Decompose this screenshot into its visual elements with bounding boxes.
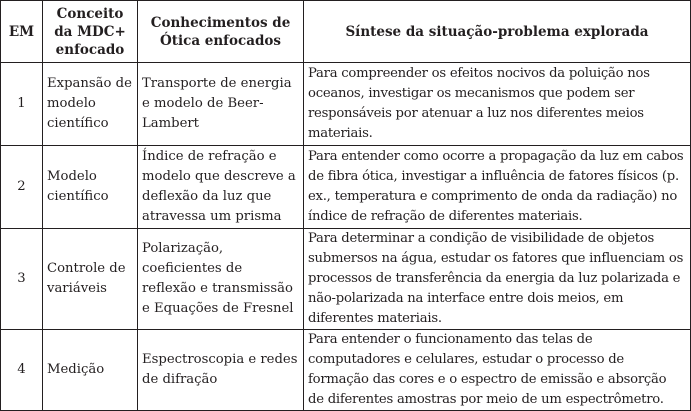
cell-sintese: Para determinar a condição de visibilidade de objetos submersos na água, estudar os fatores que influenciam os processos de transferência da energia da luz polarizada e não-polarizada na interface entre dois meios, em diferentes materiais. xyxy=(304,229,691,330)
cell-em: 2 xyxy=(1,146,43,229)
cell-conceito: Medição xyxy=(43,330,138,411)
cell-conceito: Expansão de modelo científico xyxy=(43,63,138,146)
header-conceito: Conceito da MDC+ enfocado xyxy=(43,1,138,63)
header-em: EM xyxy=(1,1,43,63)
table-row xyxy=(1,146,691,229)
cell-sintese: Para entender como ocorre a propagação da luz em cabos de fibra ótica, investigar a influência de fatores físicos (p. ex., temperatura e comprimento de onda da radiação) no índice de refração de diferentes materiais. xyxy=(304,146,691,229)
cell-conhecimentos: Espectroscopia e redes de difração xyxy=(138,330,304,411)
table-row xyxy=(1,330,691,411)
cell-em: 3 xyxy=(1,229,43,330)
cell-conhecimentos: Polarização, coeficientes de reflexão e transmissão e Equações de Fresnel xyxy=(138,229,304,330)
cell-conhecimentos: Transporte de energia e modelo de Beer-Lambert xyxy=(138,63,304,146)
cell-em: 4 xyxy=(1,330,43,411)
cell-sintese: Para entender o funcionamento das telas de computadores e celulares, estudar o processo de formação das cores e o espectro de emissão e absorção de diferentes amostras por meio de um espectrômetro. xyxy=(304,330,691,411)
cell-conceito: Modelo científico xyxy=(43,146,138,229)
header-conhecimentos: Conhecimentos de Ótica enfocados xyxy=(138,1,304,63)
cell-sintese: Para compreender os efeitos nocivos da poluição nos oceanos, investigar os mecanismos que podem ser responsáveis por atenuar a luz nos diferentes meios materiais. xyxy=(304,63,691,146)
cell-conceito: Controle de variáveis xyxy=(43,229,138,330)
header-row xyxy=(1,1,691,63)
cell-conhecimentos: Índice de refração e modelo que descreve a deflexão da luz que atravessa um prisma xyxy=(138,146,304,229)
table-row xyxy=(1,63,691,146)
cell-em: 1 xyxy=(1,63,43,146)
table-row xyxy=(1,229,691,330)
header-sintese: Síntese da situação-problema explorada xyxy=(304,1,691,63)
